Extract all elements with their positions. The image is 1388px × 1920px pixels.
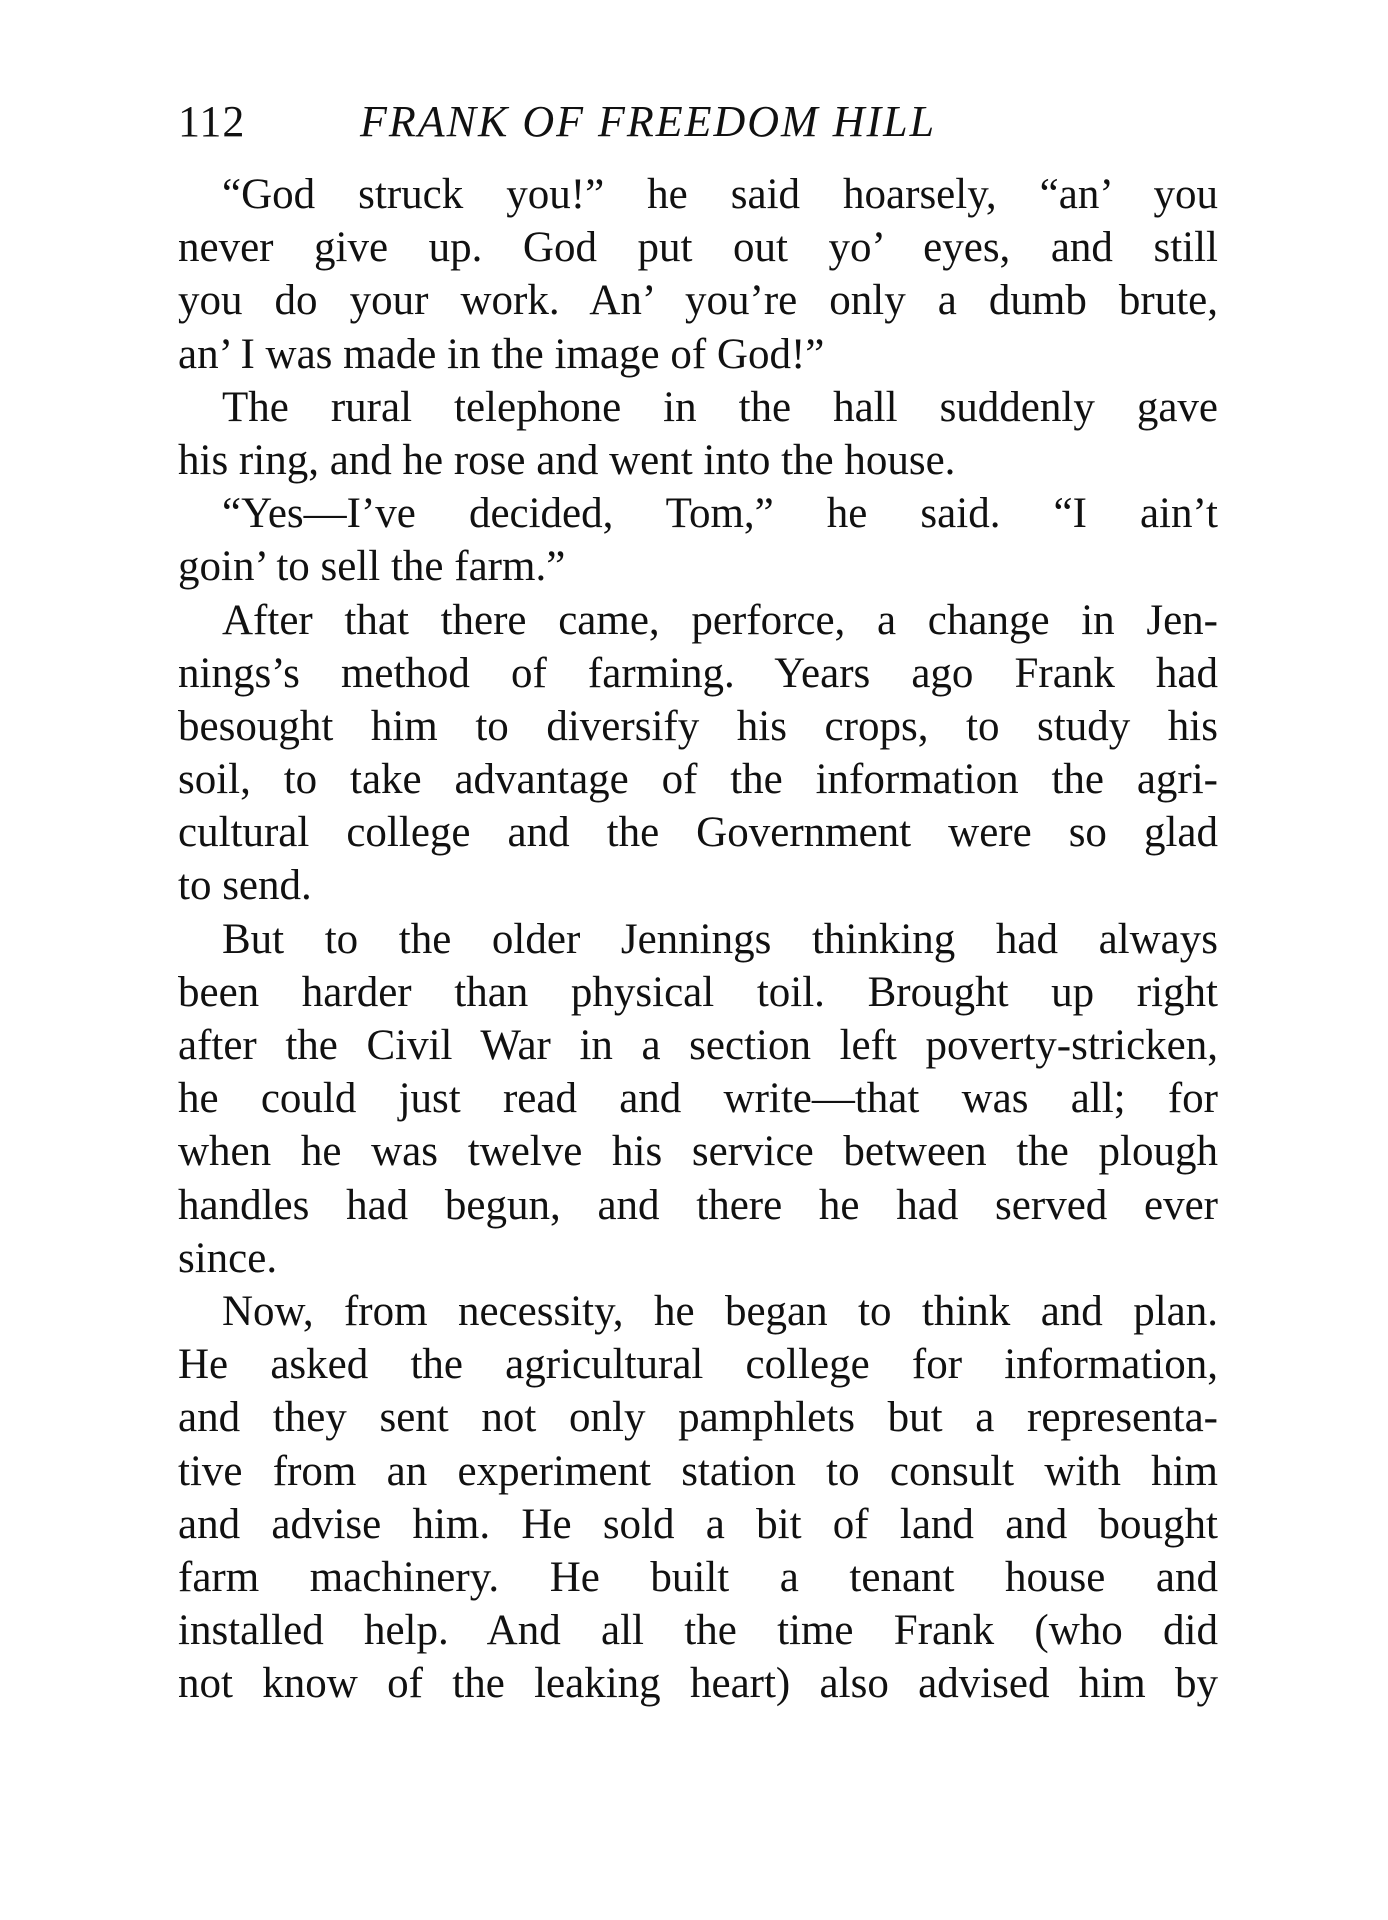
text-line: since. — [178, 1234, 278, 1282]
text-line: after the Civil War in a section left poverty-stricken, — [178, 1022, 1218, 1069]
text-line: After that there came, perforce, a change in Jen- — [222, 596, 1218, 644]
text-line: installed help. And all the time Frank (who did — [178, 1607, 1218, 1655]
text-line: his ring, and he rose and went into the house. — [178, 436, 956, 484]
text-line: handles had begun, and there he had served ever — [178, 1181, 1218, 1229]
paragraph — [178, 1285, 1218, 1711]
page-header — [178, 92, 1228, 152]
text-line: when he was twelve his service between the plough — [178, 1128, 1218, 1176]
text-line: goin’ to sell the farm.” — [178, 543, 566, 591]
paragraph — [178, 487, 1218, 593]
text-line: The rural telephone in the hall suddenly gave — [222, 383, 1218, 431]
text-line: and advise him. He sold a bit of land and bought — [178, 1500, 1218, 1548]
page-number: 112 — [178, 97, 246, 146]
text-line: been harder than physical toil. Brought up right — [178, 968, 1218, 1016]
body-text — [178, 168, 1218, 1710]
text-line: you do your work. An’ you’re only a dumb brute, — [178, 277, 1218, 325]
text-line: tive from an experiment station to consult with him — [178, 1447, 1218, 1495]
paragraph — [178, 913, 1218, 1285]
text-line: nings’s method of farming. Years ago Frank had — [178, 649, 1218, 697]
text-line: to send. — [178, 862, 312, 910]
paragraph — [178, 594, 1218, 913]
paragraph — [178, 168, 1218, 381]
text-line: “Yes—I’ve decided, Tom,” he said. “I ain’t — [222, 490, 1218, 538]
text-line: an’ I was made in the image of God!” — [178, 330, 825, 378]
text-line: farm machinery. He built a tenant house and — [178, 1553, 1218, 1601]
text-line: cultural college and the Government were so glad — [178, 809, 1218, 857]
running-title: FRANK OF FREEDOM HILL — [360, 97, 937, 146]
text-line: “God struck you!” he said hoarsely, “an’ you — [222, 171, 1218, 218]
text-line: But to the older Jennings thinking had always — [222, 915, 1218, 963]
text-line: besought him to diversify his crops, to study his — [178, 702, 1218, 750]
text-line: Now, from necessity, he began to think and plan. — [222, 1287, 1218, 1335]
text-line: soil, to take advantage of the information the agri- — [178, 756, 1218, 804]
text-line: not know of the leaking heart) also advised him by — [178, 1660, 1218, 1708]
text-line: he could just read and write—that was all; for — [178, 1075, 1218, 1123]
paragraph — [178, 381, 1218, 487]
text-line: He asked the agricultural college for information, — [178, 1341, 1218, 1389]
text-line: and they sent not only pamphlets but a representa- — [178, 1394, 1218, 1442]
text-line: never give up. God put out yo’ eyes, and still — [178, 224, 1218, 272]
